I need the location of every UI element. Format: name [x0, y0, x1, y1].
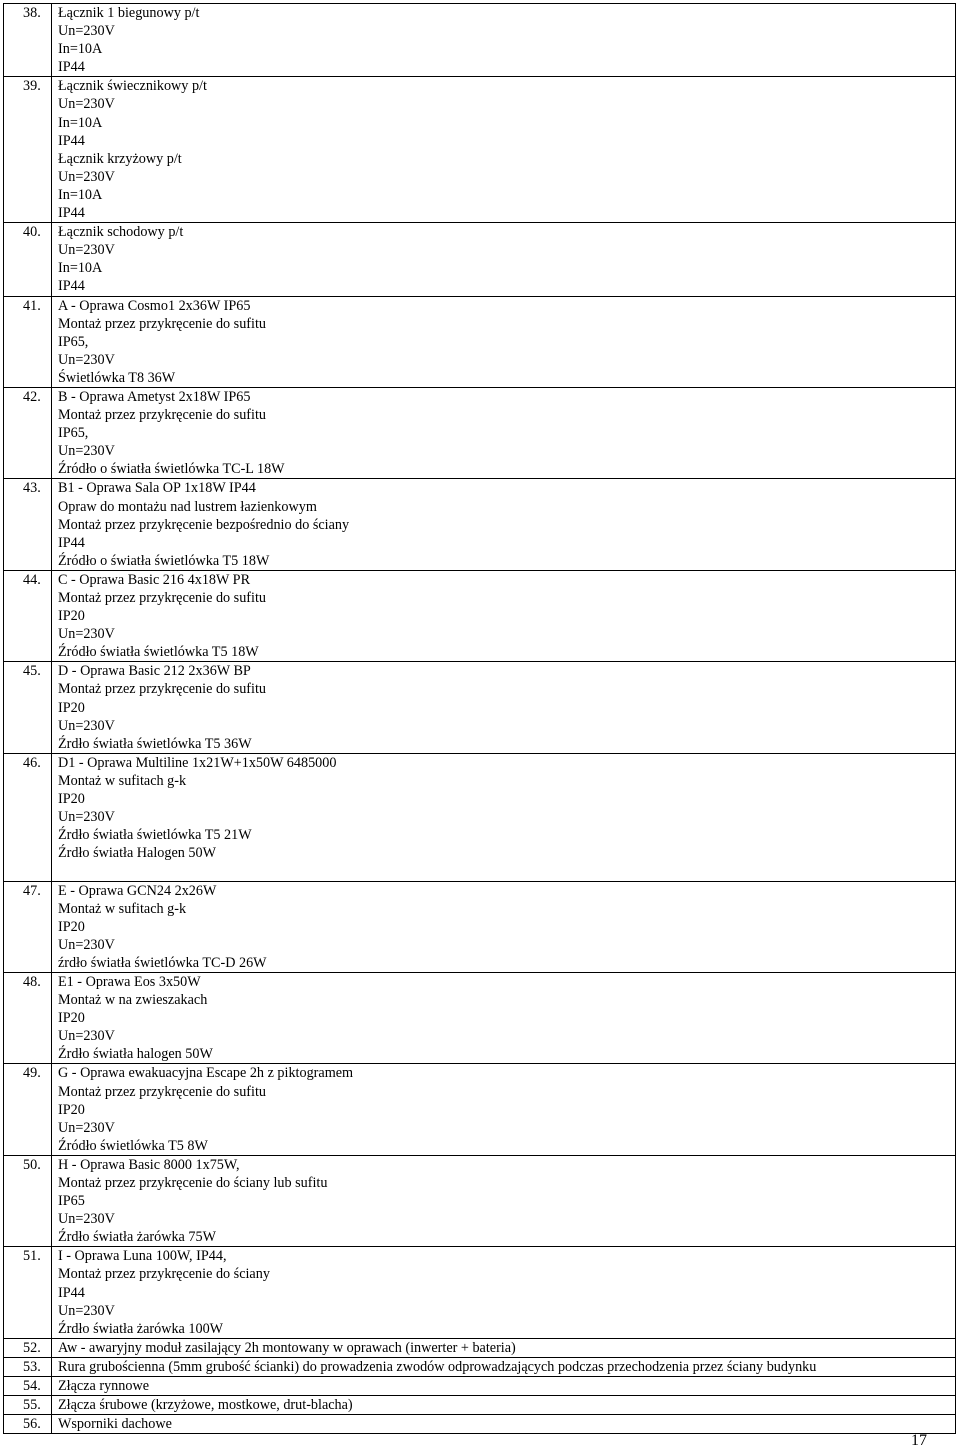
item-description — [52, 972, 956, 1063]
item-description — [52, 223, 956, 296]
description-line: Aw - awaryjny moduł zasilający 2h montowany w oprawach (inwerter + bateria) — [58, 1339, 516, 1356]
description-line: Un=230V — [58, 626, 115, 643]
description-line: C - Oprawa Basic 216 4x18W PR — [58, 571, 251, 588]
table-row — [4, 1155, 956, 1246]
description-line: Montaż przez przykręcenie bezpośrednio do ściany — [58, 516, 350, 533]
description-line: Źrdło światła Halogen 50W — [58, 845, 216, 862]
description-line: Źrdło światła świetlówka T5 36W — [58, 735, 252, 752]
description-line: Źródło światła świetlówka T5 18W — [58, 644, 259, 661]
description-line: Montaż przez przykręcenie do sufitu — [58, 590, 266, 606]
item-description — [52, 1064, 956, 1155]
description-line: Źródło o światła świetlówka T5 18W — [58, 552, 270, 569]
description-line: D - Oprawa Basic 212 2x36W BP — [58, 663, 251, 680]
item-number: 48. — [4, 972, 52, 1063]
item-number: 46. — [4, 753, 52, 881]
item-description — [52, 1396, 956, 1415]
item-number: 49. — [4, 1064, 52, 1155]
description-line: Montaż przez przykręcenie do sufitu — [58, 315, 266, 332]
description-line: Świetlówka T8 36W — [58, 369, 176, 386]
item-number: 45. — [4, 662, 52, 753]
description-line: E1 - Oprawa Eos 3x50W — [58, 973, 201, 990]
table-row — [4, 1396, 956, 1415]
item-description — [52, 1338, 956, 1357]
description-line: Źrdło światła świetlówka T5 21W — [58, 827, 252, 844]
table-row — [4, 1338, 956, 1357]
item-number: 43. — [4, 479, 52, 570]
description-line: IP44 — [58, 132, 85, 149]
item-description — [52, 479, 956, 570]
description-line: Źródło o światła świetlówka TC-L 18W — [58, 461, 285, 478]
description-line: Wsporniki dachowe — [58, 1416, 172, 1433]
description-line: IP20 — [58, 1101, 85, 1118]
description-line: I - Oprawa Luna 100W, IP44, — [58, 1248, 227, 1265]
description-line: Montaż w sufitach g-k — [58, 772, 187, 789]
table-row — [4, 662, 956, 753]
table-row — [4, 753, 956, 881]
item-number: 40. — [4, 223, 52, 296]
table-row — [4, 1377, 956, 1396]
item-number: 51. — [4, 1247, 52, 1338]
description-line: Montaż przez przykręcenie do sufitu — [58, 1083, 266, 1100]
description-line: Złącza śrubowe (krzyżowe, mostkowe, drut-blacha) — [58, 1397, 353, 1414]
table-row — [4, 296, 956, 387]
table-row — [4, 223, 956, 296]
item-description — [52, 753, 956, 881]
description-line: IP65, — [58, 333, 89, 350]
description-line: Un=230V — [58, 351, 115, 368]
item-table — [3, 3, 956, 1434]
description-line: Źrdło światła żarówka 75W — [58, 1229, 216, 1246]
description-line: IP44 — [58, 59, 85, 76]
description-line: B1 - Oprawa Sala OP 1x18W IP44 — [58, 480, 256, 497]
description-line: Montaż przez przykręcenie do ściany lub sufitu — [58, 1175, 328, 1191]
item-description — [52, 1377, 956, 1396]
table-row — [4, 77, 956, 223]
description-line: H - Oprawa Basic 8000 1x75W, — [58, 1156, 240, 1173]
description-line: Opraw do montażu nad lustrem łazienkowym — [58, 498, 317, 515]
description-line: Źródło świetlówka T5 8W — [58, 1137, 208, 1154]
description-line: In=10A — [58, 186, 103, 203]
item-number: 41. — [4, 296, 52, 387]
description-line: Montaż przez przykręcenie do sufitu — [58, 681, 266, 698]
description-line: Un=230V — [58, 168, 115, 185]
table-row — [4, 387, 956, 478]
item-number: 39. — [4, 77, 52, 223]
item-description — [52, 4, 956, 77]
description-line: Un=230V — [58, 1119, 115, 1136]
item-number: 54. — [4, 1377, 52, 1396]
description-line: B - Oprawa Ametyst 2x18W IP65 — [58, 388, 251, 405]
description-line: Łącznik 1 biegunowy p/t — [58, 5, 200, 21]
description-line: Montaż w na zwieszakach — [58, 992, 208, 1009]
description-line: IP20 — [58, 791, 85, 808]
description-line: Un=230V — [58, 936, 115, 953]
table-row — [4, 4, 956, 77]
description-line: Łącznik krzyżowy p/t — [58, 150, 182, 167]
description-line: In=10A — [58, 41, 103, 58]
item-number: 53. — [4, 1357, 52, 1376]
description-line: Un=230V — [58, 1211, 115, 1228]
description-line: In=10A — [58, 114, 103, 131]
table-row — [4, 479, 956, 570]
table-row — [4, 1357, 956, 1376]
table-row — [4, 881, 956, 972]
blank-line — [58, 862, 955, 880]
description-line: Montaż w sufitach g-k — [58, 900, 187, 917]
description-line: Źrdło światła halogen 50W — [58, 1046, 213, 1063]
description-line: Un=230V — [58, 1028, 115, 1045]
table-row — [4, 972, 956, 1063]
item-description — [52, 387, 956, 478]
description-line: IP20 — [58, 918, 85, 935]
item-description — [52, 296, 956, 387]
item-number: 52. — [4, 1338, 52, 1357]
item-description — [52, 881, 956, 972]
item-description — [52, 662, 956, 753]
item-description — [52, 1247, 956, 1338]
item-number: 56. — [4, 1415, 52, 1434]
table-row — [4, 1415, 956, 1434]
description-line: IP44 — [58, 1284, 85, 1301]
description-line: Un=230V — [58, 443, 115, 460]
table-row — [4, 570, 956, 661]
description-line: D1 - Oprawa Multiline 1x21W+1x50W 6485000 — [58, 754, 337, 771]
description-line: IP65 — [58, 1193, 85, 1210]
item-description — [52, 1357, 956, 1376]
description-line: IP20 — [58, 1010, 85, 1027]
item-description — [52, 1415, 956, 1434]
description-line: IP44 — [58, 534, 85, 551]
table-row — [4, 1247, 956, 1338]
page-number: 17 — [911, 1432, 927, 1449]
description-line: G - Oprawa ewakuacyjna Escape 2h z piktogramem — [58, 1065, 354, 1082]
description-line: In=10A — [58, 260, 103, 277]
description-line: Un=230V — [58, 23, 115, 40]
item-number: 44. — [4, 570, 52, 661]
item-description — [52, 77, 956, 223]
item-description — [52, 570, 956, 661]
description-line: Un=230V — [58, 242, 115, 259]
description-line: A - Oprawa Cosmo1 2x36W IP65 — [58, 297, 251, 314]
item-number: 47. — [4, 881, 52, 972]
description-line: Łącznik świecznikowy p/t — [58, 78, 207, 95]
description-line: Złącza rynnowe — [58, 1378, 149, 1395]
description-line: Un=230V — [58, 809, 115, 826]
description-line: Un=230V — [58, 1302, 115, 1319]
description-line: IP20 — [58, 699, 85, 716]
table-row — [4, 1064, 956, 1155]
item-number: 42. — [4, 387, 52, 478]
item-number: 55. — [4, 1396, 52, 1415]
description-line: źrdło światła świetlówka TC-D 26W — [58, 954, 267, 971]
item-description — [52, 1155, 956, 1246]
description-line: Rura grubościenna (5mm grubość ścianki) do prowadzenia zwodów odprowadzających podczas przechodzenia przez ściany budynku — [58, 1358, 817, 1375]
description-line: Montaż przez przykręcenie do ściany — [58, 1266, 270, 1283]
description-line: Łącznik schodowy p/t — [58, 224, 184, 241]
description-line: Źrdło światła żarówka 100W — [58, 1320, 224, 1337]
description-line: Un=230V — [58, 96, 115, 113]
description-line: Un=230V — [58, 717, 115, 734]
description-line: Montaż przez przykręcenie do sufitu — [58, 407, 266, 424]
description-line: IP65, — [58, 425, 89, 442]
item-number: 50. — [4, 1155, 52, 1246]
description-line: IP44 — [58, 205, 85, 222]
item-number: 38. — [4, 4, 52, 77]
description-line: IP20 — [58, 608, 85, 625]
item-rows — [4, 4, 956, 1434]
description-line: E - Oprawa GCN24 2x26W — [58, 882, 217, 899]
description-line: IP44 — [58, 278, 85, 295]
